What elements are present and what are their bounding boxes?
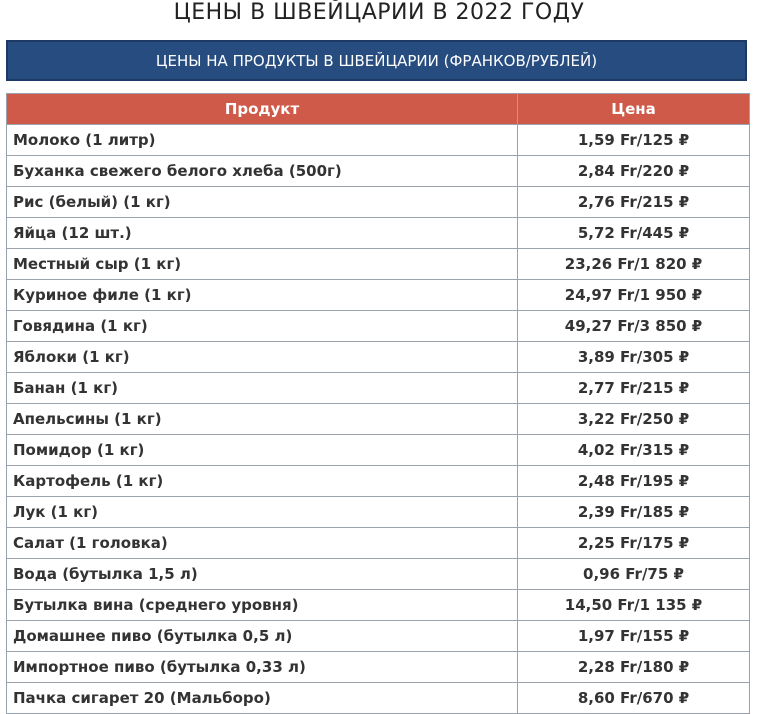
table-row (7, 466, 750, 497)
price-cell: 1,59 Fr/125 ₽ (518, 125, 750, 156)
product-name-cell: Салат (1 головка) (7, 528, 518, 559)
price-cell: 2,39 Fr/185 ₽ (518, 497, 750, 528)
price-table (6, 93, 750, 714)
product-name-cell: Картофель (1 кг) (7, 466, 518, 497)
table-body (7, 125, 750, 714)
table-row (7, 125, 750, 156)
product-name-cell: Пачка сигарет 20 (Мальборо) (7, 683, 518, 714)
product-name-cell: Домашнее пиво (бутылка 0,5 л) (7, 621, 518, 652)
price-cell: 2,48 Fr/195 ₽ (518, 466, 750, 497)
price-cell: 2,28 Fr/180 ₽ (518, 652, 750, 683)
product-name-cell: Импортное пиво (бутылка 0,33 л) (7, 652, 518, 683)
table-row (7, 280, 750, 311)
price-cell: 2,77 Fr/215 ₽ (518, 373, 750, 404)
product-name-cell: Говядина (1 кг) (7, 311, 518, 342)
table-row (7, 311, 750, 342)
price-cell: 1,97 Fr/155 ₽ (518, 621, 750, 652)
table-row (7, 621, 750, 652)
product-name-cell: Апельсины (1 кг) (7, 404, 518, 435)
table-row (7, 528, 750, 559)
product-name-cell: Местный сыр (1 кг) (7, 249, 518, 280)
product-name-cell: Вода (бутылка 1,5 л) (7, 559, 518, 590)
price-cell: 14,50 Fr/1 135 ₽ (518, 590, 750, 621)
product-name-cell: Яблоки (1 кг) (7, 342, 518, 373)
price-cell: 5,72 Fr/445 ₽ (518, 218, 750, 249)
table-row (7, 156, 750, 187)
product-name-cell: Лук (1 кг) (7, 497, 518, 528)
column-header-product: Продукт (7, 94, 518, 125)
banner-text: ЦЕНЫ НА ПРОДУКТЫ В ШВЕЙЦАРИИ (ФРАНКОВ/РУБЛЕЙ) (155, 51, 598, 70)
table-row (7, 652, 750, 683)
table-row (7, 187, 750, 218)
product-name-cell: Молоко (1 литр) (7, 125, 518, 156)
table-row (7, 559, 750, 590)
page-title: ЦЕНЫ В ШВЕЙЦАРИИ В 2022 ГОДУ (173, 0, 585, 25)
price-cell: 24,97 Fr/1 950 ₽ (518, 280, 750, 311)
product-name-cell: Помидор (1 кг) (7, 435, 518, 466)
product-name-cell: Куриное филе (1 кг) (7, 280, 518, 311)
table-header-row (7, 94, 750, 125)
section-banner (6, 40, 747, 81)
price-cell: 49,27 Fr/3 850 ₽ (518, 311, 750, 342)
table-row (7, 373, 750, 404)
product-name-cell: Бутылка вина (среднего уровня) (7, 590, 518, 621)
price-cell: 0,96 Fr/75 ₽ (518, 559, 750, 590)
price-cell: 8,60 Fr/670 ₽ (518, 683, 750, 714)
product-name-cell: Буханка свежего белого хлеба (500г) (7, 156, 518, 187)
table-row (7, 342, 750, 373)
price-cell: 23,26 Fr/1 820 ₽ (518, 249, 750, 280)
table-row (7, 497, 750, 528)
table-row (7, 249, 750, 280)
product-name-cell: Яйца (12 шт.) (7, 218, 518, 249)
table-row (7, 435, 750, 466)
column-header-price: Цена (518, 94, 750, 125)
price-cell: 2,25 Fr/175 ₽ (518, 528, 750, 559)
price-cell: 4,02 Fr/315 ₽ (518, 435, 750, 466)
price-cell: 2,76 Fr/215 ₽ (518, 187, 750, 218)
table-row (7, 590, 750, 621)
table-row (7, 683, 750, 714)
price-cell: 3,89 Fr/305 ₽ (518, 342, 750, 373)
price-cell: 3,22 Fr/250 ₽ (518, 404, 750, 435)
price-cell: 2,84 Fr/220 ₽ (518, 156, 750, 187)
product-name-cell: Рис (белый) (1 кг) (7, 187, 518, 218)
product-name-cell: Банан (1 кг) (7, 373, 518, 404)
table-row (7, 404, 750, 435)
table-row (7, 218, 750, 249)
